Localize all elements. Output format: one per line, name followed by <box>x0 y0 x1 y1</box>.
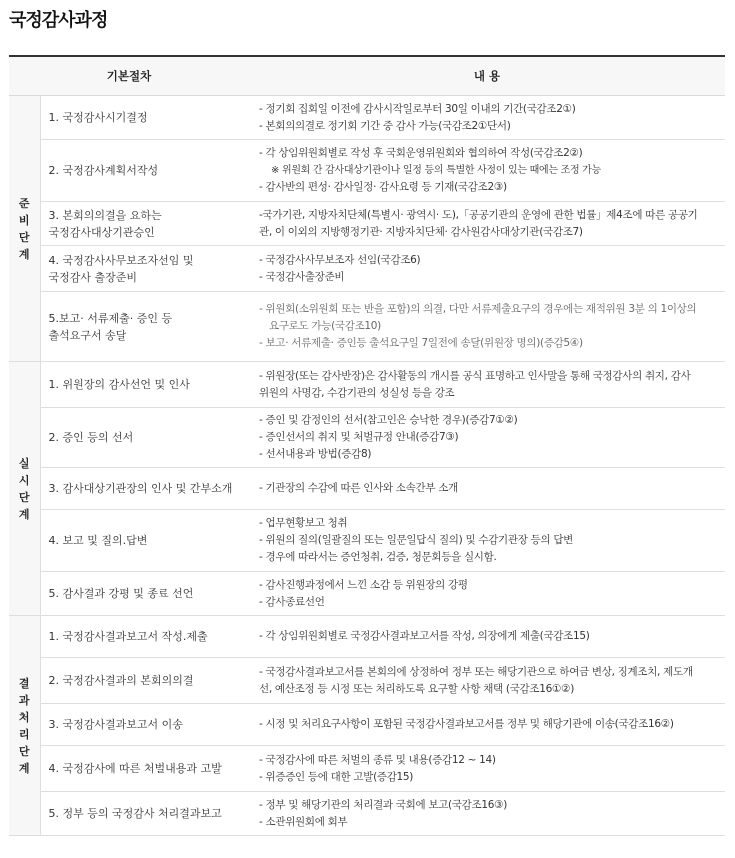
procedure-table <box>9 55 725 836</box>
content-line: - 국정감사결과보고서를 본회의에 상정하여 정부 또는 해당기관으로 하여금 변상, 징계조치, 제도개 <box>259 665 693 678</box>
table-row <box>9 792 725 836</box>
content-line: - 증인선서의 취지 및 처벌규정 안내(증감7③) <box>259 431 459 443</box>
content-line: - 기관장의 수감에 따른 인사와 소속간부 소개 <box>259 482 458 494</box>
content-line: - 각 상임위원회별로 국정감사결과보고서를 작성, 의장에게 제출(국감조15) <box>259 630 590 642</box>
content-line: 위원의 사명감, 수감기관의 성실성 등을 강조 <box>259 386 455 399</box>
content-line: - 경우에 따라서는 증언청취, 검증, 청문회등을 실시함. <box>259 551 497 563</box>
procedure-content <box>249 140 725 202</box>
content-line: - 국정감사사무보조자 선임(국감조6) <box>259 253 421 266</box>
content-line: - 증인 및 감정인의 선서(참고인은 승낙한 경우)(증감7①②) <box>259 414 518 426</box>
content-line: ※ 위원회 간 감사대상기관이나 일정 등의 특별한 사정이 있는 때에는 조정 가능 <box>271 165 601 176</box>
procedure-step-text: 5. 정부 등의 국정감사 처리결과보고 <box>48 807 222 820</box>
content-line: - 위원회(소위원회 또는 반을 포함)의 의결, 다만 서류제출요구의 경우에는 재적위원 3분 의 1이상의 <box>259 303 697 315</box>
stage-label-text: 준비단계 <box>18 196 30 261</box>
procedure-step-text: 4. 국정감사에 따른 처벌내용과 고발 <box>48 762 222 775</box>
content-line: - 선서내용과 방법(증감8) <box>259 448 372 460</box>
procedure-step-text: 2. 국정감사계획서작성 <box>48 164 159 177</box>
content-line: - 각 상임위원회별로 작성 후 국회운영위원회와 협의하여 작성(국감조2②) <box>259 147 583 159</box>
procedure-step <box>40 246 249 292</box>
content-line: 관, 이 이외의 지방행정기관· 지방자치단체· 감사원감사대상기관(국감조7) <box>259 225 583 238</box>
content-line: - 본회의의결로 정기회 기간 중 감사 가능(국감조2①단서) <box>259 119 511 132</box>
procedure-content <box>249 246 725 292</box>
procedure-step <box>40 704 249 746</box>
procedure-step <box>40 96 249 140</box>
procedure-content <box>249 510 725 572</box>
content-line: - 업무현황보고 청취 <box>259 517 348 529</box>
content-line: - 국정감사출장준비 <box>259 270 345 283</box>
table-row <box>9 362 725 408</box>
stage-label-text: 실시단계 <box>18 456 30 521</box>
procedure-step <box>40 362 249 408</box>
procedure-step-text: 1. 위원장의 감사선언 및 인사 <box>48 378 190 391</box>
procedure-step <box>40 616 249 658</box>
table-row <box>9 658 725 704</box>
procedure-step <box>40 292 249 362</box>
procedure-step-text: 2. 증인 등의 선서 <box>48 431 134 444</box>
table-header-row <box>9 56 725 96</box>
procedure-content <box>249 616 725 658</box>
procedure-content <box>249 746 725 792</box>
content-line: - 시정 및 처리요구사항이 포함된 국정감사결과보고서를 정부 및 해당기관에 이송(국감조16②) <box>259 718 674 730</box>
header-content: 내 용 <box>249 56 725 96</box>
procedure-step <box>40 510 249 572</box>
procedure-step-text: 1. 국정감사결과보고서 작성.제출 <box>48 630 208 643</box>
content-line: - 위원장(또는 감사반장)은 감사활동의 개시를 공식 표명하고 인사말을 통해 국정감사의 취지, 감사 <box>259 369 691 382</box>
procedure-content <box>249 792 725 836</box>
table-row <box>9 246 725 292</box>
procedure-content <box>249 202 725 246</box>
content-line: - 국정감사에 따른 처벌의 종류 및 내용(증감12 ~ 14) <box>259 753 496 766</box>
procedure-step <box>40 408 249 468</box>
table-row <box>9 408 725 468</box>
table-row <box>9 468 725 510</box>
table-row <box>9 96 725 140</box>
stage-label <box>9 616 40 836</box>
content-line: - 보고· 서류제출· 증인등 출석요구일 7일전에 송달(위원장 명의)(증감5④) <box>259 337 583 349</box>
procedure-step-text: 3. 국정감사결과보고서 이송 <box>48 718 183 731</box>
header-procedure: 기본절차 <box>9 56 249 96</box>
table-row <box>9 746 725 792</box>
procedure-step <box>40 468 249 510</box>
procedure-content <box>249 572 725 616</box>
table-body <box>9 96 725 836</box>
procedure-step-text: 국정감사대상기관승인 <box>48 225 155 239</box>
stage-label <box>9 96 40 362</box>
table-row <box>9 572 725 616</box>
procedure-content <box>249 704 725 746</box>
procedure-step-text: 3. 본회의의결을 요하는 <box>48 208 162 222</box>
procedure-step-text: 출석요구서 송달 <box>48 328 127 342</box>
procedure-step-text: 1. 국정감사시기결정 <box>48 111 148 124</box>
content-line: -국가기관, 지방자치단체(특별시· 광역시· 도),「공공기관의 운영에 관한 법률」제4조에 따른 공공기 <box>259 208 698 221</box>
procedure-step-text: 5.보고· 서류제출· 증인 등 <box>48 311 173 325</box>
procedure-step <box>40 746 249 792</box>
table-row <box>9 202 725 246</box>
content-line: - 정기회 집회일 이전에 감사시작일로부터 30일 이내의 기간(국감조2①) <box>259 102 576 115</box>
procedure-step <box>40 572 249 616</box>
stage-label-text: 결과처리단계 <box>18 676 30 775</box>
stage-label <box>9 362 40 616</box>
table-row <box>9 292 725 362</box>
procedure-content <box>249 96 725 140</box>
procedure-content <box>249 408 725 468</box>
page-title: 국정감사과정 <box>9 10 108 31</box>
procedure-content <box>249 292 725 362</box>
procedure-step-text: 4. 보고 및 질의.답변 <box>48 534 148 547</box>
table-row <box>9 510 725 572</box>
content-line: - 소관위원회에 회부 <box>259 815 348 828</box>
procedure-step <box>40 658 249 704</box>
procedure-step-text: 국정감사 출장준비 <box>48 270 138 284</box>
procedure-step <box>40 202 249 246</box>
procedure-step-text: 2. 국정감사결과의 본회의의결 <box>48 674 194 687</box>
table-row <box>9 704 725 746</box>
procedure-content <box>249 362 725 408</box>
procedure-step-text: 5. 감사결과 강평 및 종료 선언 <box>48 587 194 600</box>
procedure-step <box>40 140 249 202</box>
content-line: 선, 예산조정 등 시정 또는 처리하도록 요구할 사항 채택 (국감조16①②) <box>259 682 575 695</box>
procedure-step-text: 3. 감사대상기관장의 인사 및 간부소개 <box>48 482 233 495</box>
procedure-content <box>249 468 725 510</box>
table-row <box>9 616 725 658</box>
content-line: 요구로도 가능(국감조10) <box>269 320 381 332</box>
content-line: - 위증증인 등에 대한 고발(증감15) <box>259 770 414 783</box>
content-line: - 감사진행과정에서 느낀 소감 등 위원장의 강평 <box>259 578 468 591</box>
content-line: - 감사반의 편성· 감사일정· 감사요령 등 기재(국감조2③) <box>259 181 507 193</box>
procedure-step <box>40 792 249 836</box>
procedure-content <box>249 658 725 704</box>
procedure-step-text: 4. 국정감사사무보조자선임 및 <box>48 253 194 267</box>
table-row <box>9 140 725 202</box>
content-line: - 정부 및 해당기관의 처리결과 국회에 보고(국감조16③) <box>259 798 508 811</box>
content-line: - 위원의 질의(일괄질의 또는 일문일답식 질의) 및 수감기관장 등의 답변 <box>259 534 574 546</box>
content-line: - 감사종료선언 <box>259 595 325 608</box>
